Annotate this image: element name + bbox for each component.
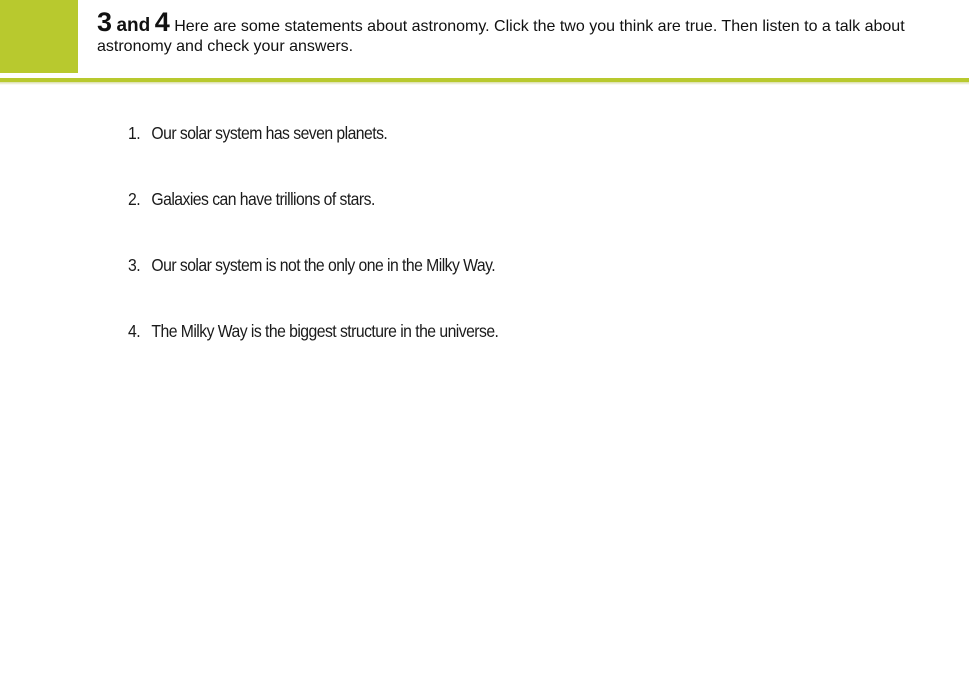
statement-item-3[interactable] (128, 255, 498, 278)
header-accent-block (0, 0, 78, 73)
exercise-instruction (97, 7, 942, 57)
exercise-number-a: 3 (97, 7, 113, 37)
statement-number: 1. (128, 123, 141, 143)
statement-number: 4. (128, 321, 141, 341)
statement-text: Our solar system is not the only one in the Milky Way. (151, 255, 496, 275)
statement-text: Galaxies can have trillions of stars. (151, 189, 375, 209)
statement-number: 2. (128, 189, 141, 209)
header-divider-shadow (0, 82, 969, 85)
statement-text: The Milky Way is the biggest structure in the universe. (151, 321, 499, 341)
instruction-text: Here are some statements about astronomy. Click the two you think are true. Then listen to a talk about astronomy and check your answers. (97, 18, 905, 55)
statement-item-2[interactable] (128, 189, 498, 212)
statement-number: 3. (128, 255, 141, 275)
statement-item-1[interactable] (128, 123, 498, 146)
exercise-header (0, 0, 969, 80)
exercise-number-joiner: and (116, 15, 151, 36)
exercise-number-b: 4 (154, 7, 170, 37)
statement-item-4[interactable] (128, 321, 498, 344)
statement-text: Our solar system has seven planets. (151, 123, 388, 143)
statement-list (128, 123, 540, 387)
